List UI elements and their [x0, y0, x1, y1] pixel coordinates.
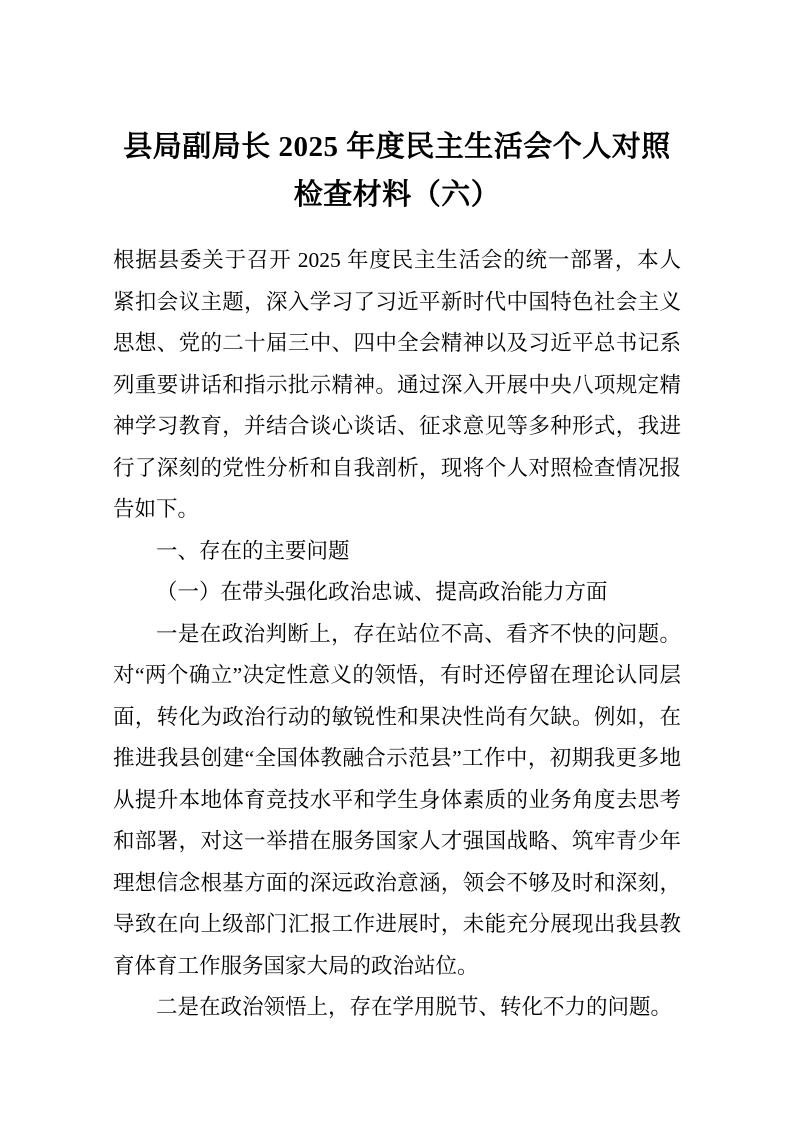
- document-title-line-2: 检查材料（六）: [293, 179, 501, 211]
- paragraph-political-comprehension: 二是在政治领悟上，存在学用脱节、转化不力的问题。: [156, 995, 673, 1019]
- document-title-line-1: 县局副局长 2025 年度民主生活会个人对照: [123, 131, 671, 163]
- document-title: [113, 123, 681, 219]
- document-body: [113, 240, 681, 1029]
- paragraph-political-judgment: 一是在政治判断上，存在站位不高、看齐不快的问题。对“两个确立”决定性意义的领悟，有时还停留在理论认同层面，转化为政治行动的敏锐性和果决性尚有欠缺。例如，在推进我县创建“全国体教融合示范县”工作中，初期我更多地从提升本地体育竞技水平和学生身体素质的业务角度去思考和部署，对这一举措在服务国家人才强国战略、筑牢青少年理想信念根基方面的深远政治意涵，领会不够及时和深刻，导致在向上级部门汇报工作进展时，未能充分展现出我县教育体育工作服务国家大局的政治站位。: [113, 621, 681, 978]
- heading-main-problems: 一、存在的主要问题: [156, 538, 350, 563]
- heading-political-loyalty: （一）在带头强化政治忠诚、提高政治能力方面: [156, 580, 608, 604]
- paragraph-intro: 根据县委关于召开 2025 年度民主生活会的统一部署，本人紧扣会议主题，深入学习了习近平新时代中国特色社会主义思想、党的二十届三中、四中全会精神以及习近平总书记系列重要讲话和指示批示精神。通过深入开展中央八项规定精神学习教育，并结合谈心谈话、征求意见等多种形式，我进行了深刻的党性分析和自我剖析，现将个人对照检查情况报告如下。: [113, 248, 681, 521]
